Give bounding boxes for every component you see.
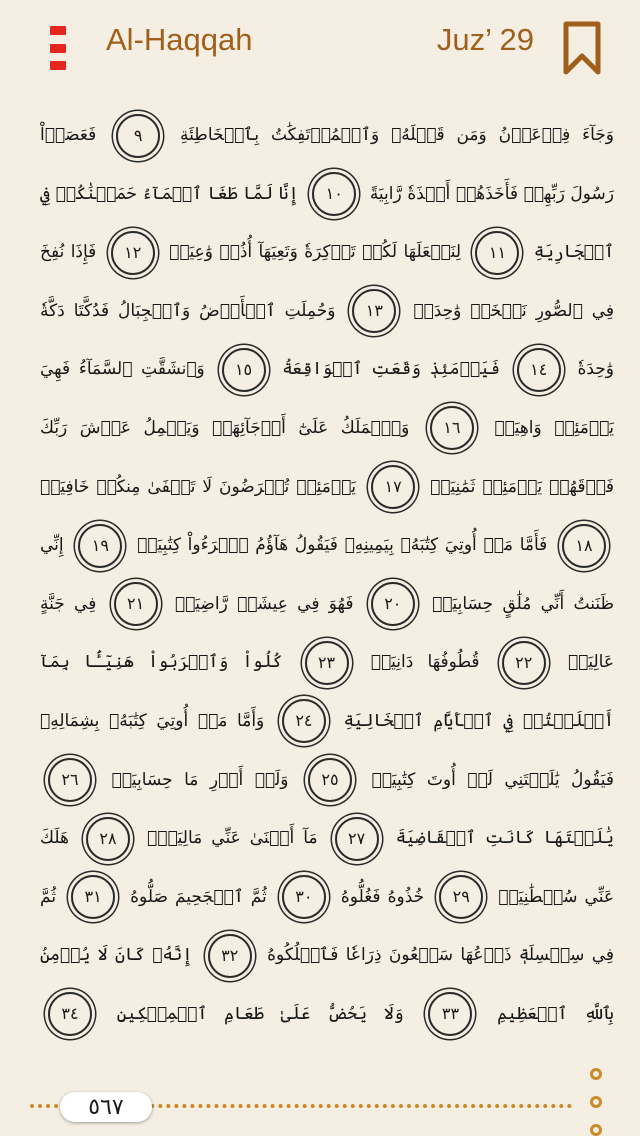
verse-text[interactable]: وَجَآءَ فِرۡعَوۡنُ وَمَن قَبۡلَهُۥ وَٱلۡمُؤۡتَفِكَٰتُ بِٱلۡخَاطِئَةِ (180, 125, 615, 145)
verse-text[interactable]: ثُمَّ فِي سِلۡسِلَةٖ ذَرۡعُهَا سَبۡعُونَ ذِرَاعٗا فَٱسۡلُكُوهُ (40, 886, 615, 966)
ayah-number-marker[interactable]: ٢٤ (282, 699, 326, 743)
verse-text[interactable]: لِنَجۡعَلَهَا لَكُمۡ تَذۡكِرَةٗ وَتَعِيَهَآ أُذُنٞ وَٰعِيَةٞ (169, 242, 462, 263)
verse-text[interactable]: هَلَكَ عَنِّي سُلۡطَٰنِيَهۡ (40, 828, 614, 907)
verse-text[interactable]: وَأَمَّا مَنۡ أُوتِيَ كِتَٰبَهُۥ بِشِمَالِهِۦ فَيَقُولُ يَٰلَيۡتَنِي لَمۡ أُوتَ كِتَٰبِيَهۡ (40, 710, 615, 790)
top-bar (0, 0, 640, 92)
juz-title[interactable]: Juz’ 29 (436, 22, 534, 57)
ayah-number-marker[interactable]: ٣٠ (282, 875, 326, 919)
more-options-icon[interactable] (586, 1068, 606, 1136)
verse-text[interactable]: خُذُوهُ فَغُلُّوهُ (340, 886, 425, 907)
ayah-number-marker[interactable]: ١١ (475, 231, 519, 275)
verse-text[interactable]: وَحُمِلَتِ ٱلۡأَرۡضُ وَٱلۡجِبَالُ فَدُكَّتَا دَكَّةٗ وَٰحِدَةٗ (40, 300, 615, 380)
menu-icon[interactable] (50, 26, 66, 70)
verse-text[interactable]: فَهُوَ فِي عِيشَةٖ رَّاضِيَةٖ (174, 593, 354, 614)
footer-bar (0, 1080, 640, 1136)
verse-text[interactable]: يَوۡمَئِذٖ تُعۡرَضُونَ لَا تَخۡفَىٰ مِنكُمۡ خَافِيَةٞ (40, 476, 357, 497)
menu-bar-top (50, 26, 66, 35)
ayah-number-marker[interactable]: ١٣ (352, 289, 396, 333)
ayah-number-marker[interactable]: ٢٣ (305, 641, 349, 685)
verse-text[interactable]: فَعَصَوۡاْ رَسُولَ رَبِّهِمۡ فَأَخَذَهُمۡ أَخۡذَةٗ رَّابِيَةً (40, 125, 614, 204)
more-dot (590, 1124, 602, 1136)
bookmark-icon[interactable] (562, 20, 602, 76)
verse-text[interactable]: يَٰلَيۡتَهَا كَانَتِ ٱلۡقَاضِيَةَ (395, 828, 614, 849)
more-dot (590, 1068, 602, 1080)
ayah-number-marker[interactable]: ٣٢ (208, 934, 252, 978)
verse-text[interactable]: إِنِّي ظَنَنتُ أَنِّي مُلَٰقٍ حِسَابِيَهۡ (40, 535, 615, 614)
verse-text[interactable]: ثُمَّ ٱلۡجَحِيمَ صَلُّوهُ (130, 886, 267, 907)
ayah-number-marker[interactable]: ٢٩ (439, 875, 483, 919)
ayah-number-marker[interactable]: ٣١ (71, 875, 115, 919)
ayah-number-marker[interactable]: ١٦ (430, 406, 474, 450)
verse-text[interactable]: فِي جَنَّةٍ عَالِيَةٖ (40, 593, 615, 673)
ayah-number-marker[interactable]: ٢٠ (371, 582, 415, 626)
menu-bar-middle (50, 44, 66, 53)
verse-text[interactable]: إِنَّا لَمَّا طَغَا ٱلۡمَآءُ حَمَلۡنَٰكُمۡ فِي ٱلۡجَارِيَةِ (40, 183, 615, 263)
surah-title[interactable]: Al-Haqqah (106, 22, 253, 57)
quran-page-text[interactable] (40, 106, 614, 1046)
ayah-number-marker[interactable]: ١٥ (222, 348, 266, 392)
verse-text[interactable]: مَآ أَغۡنَىٰ عَنِّي مَالِيَهۡۜ (147, 828, 318, 849)
verse-text[interactable]: وَٱنشَقَّتِ ٱلسَّمَآءُ فَهِيَ يَوۡمَئِذٖ وَاهِيَةٞ (40, 359, 614, 438)
verse-text[interactable]: فَأَمَّا مَنۡ أُوتِيَ كِتَٰبَهُۥ بِيَمِينِهِۦ فَيَقُولُ هَآؤُمُ ٱقۡرَءُواْ كِتَٰبِيَهۡ (137, 535, 548, 556)
verse-text[interactable]: قُطُوفُهَا دَانِيَةٞ (370, 652, 480, 673)
ayah-number-marker[interactable]: ٢٢ (502, 641, 546, 685)
ayah-number-marker[interactable]: ٢٧ (335, 817, 379, 861)
verse-text[interactable]: وَلَا يَحُضُّ عَلَىٰ طَعَامِ ٱلۡمِسۡكِينِ (116, 1003, 404, 1024)
ayah-number-marker[interactable]: ١٤ (517, 348, 561, 392)
ayah-number-marker[interactable]: ١٨ (562, 524, 606, 568)
menu-bar-bottom (50, 61, 66, 70)
more-dot (590, 1096, 602, 1108)
ayah-number-marker[interactable]: ٢١ (114, 582, 158, 626)
page-number-badge[interactable]: ٥٦٧ (60, 1092, 152, 1122)
ayah-number-marker[interactable]: ١٩ (78, 524, 122, 568)
ayah-number-marker[interactable]: ٢٨ (86, 817, 130, 861)
ayah-number-marker[interactable]: ٣٣ (428, 992, 472, 1036)
ayah-number-marker[interactable]: ٣٤ (48, 992, 92, 1036)
verse-text[interactable]: فَإِذَا نُفِخَ فِي ٱلصُّورِ نَفۡخَةٞ وَٰحِدَةٞ (40, 242, 615, 321)
verse-text[interactable]: وَلَمۡ أَدۡرِ مَا حِسَابِيَهۡ (111, 769, 289, 790)
verse-text[interactable]: كُلُواْ وَٱشۡرَبُواْ هَنِيٓـَٔۢا بِمَآ أَسۡلَفۡتُمۡ فِي ٱلۡأَيَّامِ ٱلۡخَالِيَةِ (40, 652, 614, 731)
verse-text[interactable]: إِنَّهُۥ كَانَ لَا يُؤۡمِنُ بِٱللَّهِ ٱلۡعَظِيمِ (40, 945, 615, 1024)
verse-text[interactable]: وَٱلۡمَلَكُ عَلَىٰٓ أَرۡجَآئِهَاۚ وَيَحۡمِلُ عَرۡشَ رَبِّكَ فَوۡقَهُمۡ يَوۡمَئِذٖ ثَمَٰنِيَةٞ (40, 417, 615, 497)
ayah-number-marker[interactable]: ١٧ (371, 465, 415, 509)
ayah-number-marker[interactable]: ١٢ (111, 231, 155, 275)
ayah-number-marker[interactable]: ٩ (116, 114, 160, 158)
ayah-number-marker[interactable]: ١٠ (312, 172, 356, 216)
ayah-number-marker[interactable]: ٢٦ (48, 758, 92, 802)
ayah-number-marker[interactable]: ٢٥ (308, 758, 352, 802)
verse-text[interactable]: فَيَوۡمَئِذٖ وَقَعَتِ ٱلۡوَاقِعَةُ (282, 359, 500, 380)
